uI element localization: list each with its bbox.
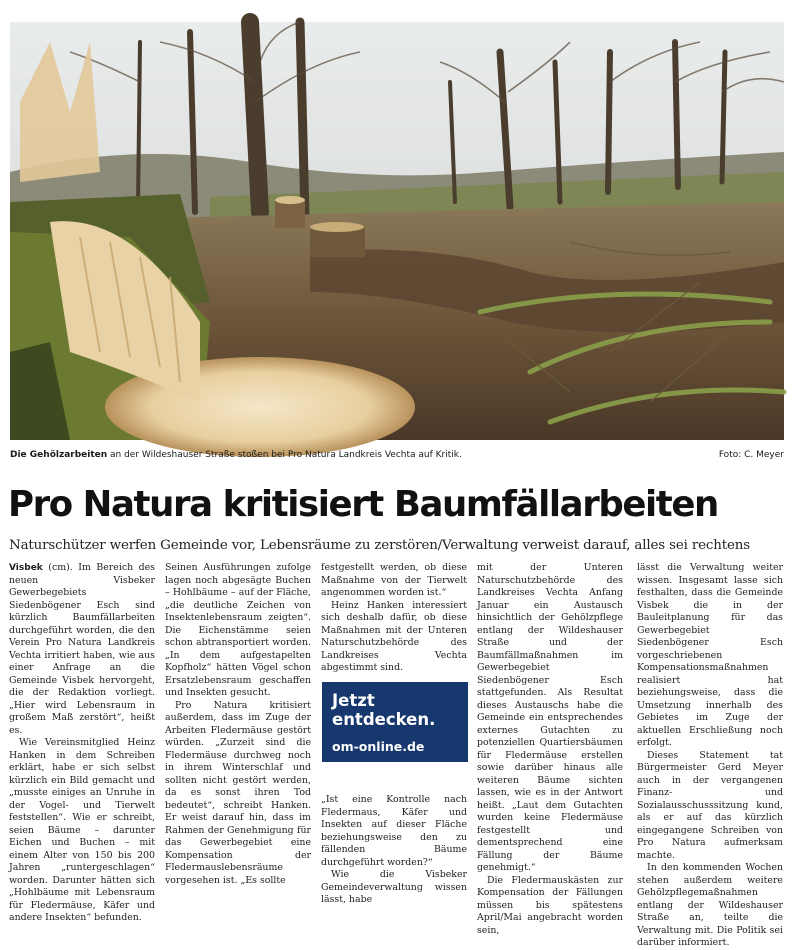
paragraph: Die Fledermauskästen zur Kompensation der Fällungen müssen bis spätestens April/Mai angebracht worden sein,	[477, 874, 623, 936]
ad-title	[332, 691, 458, 729]
headline: Pro Natura kritisiert Baumfällarbeiten	[8, 484, 718, 525]
paragraph: Dieses Statement tat Bürgermeister Gerd Meyer auch in der vergangenen Finanz- und Sozialausschusssitzung kund, als er auf das kürzlich eingegangene Schreiben von Pro Natura aufmerksam machte.	[637, 749, 783, 861]
caption-text	[10, 450, 462, 460]
article-column-2	[165, 562, 311, 887]
promo-ad[interactable]	[322, 682, 468, 762]
paragraph: Wie die Visbeker Gemeindeverwaltung wissen lässt, habe	[321, 869, 467, 905]
article-column-5	[637, 562, 783, 950]
caption-rest: an der Wildeshauser Straße stoßen bei Pro Natura Landkreis Vechta auf Kritik.	[107, 450, 462, 460]
article-column-1	[9, 562, 155, 925]
paragraph: Seinen Ausführungen zufolge lagen noch abgesägte Buchen – Hohlbäume – auf der Fläche, „die deutliche Zeichen von Insektenlebensraum zeigten“. Die Eichenstämme seien schon abtransportiert worden. „In dem aufgestapelten Kopfholz“ hätten Vögel schon Ersatzlebensraum geschaffen und Insekten gesucht.	[165, 562, 311, 698]
ad-title-line-2: entdecken.	[332, 710, 436, 729]
article-column-3-top	[321, 562, 467, 675]
photo-caption	[10, 448, 784, 462]
article-column-4	[477, 562, 623, 937]
paragraph	[9, 562, 155, 737]
paragraph: lässt die Verwaltung weiter wissen. Insgesamt lasse sich festhalten, dass die Gemeinde Visbek die in der Bauleitplanung für das Gewerbegebiet Siedenbögener Esch vorgeschriebenen Kompensationsmaßnahmen realisiert hat beziehungsweise, dass die Umsetzung innerhalb des Gebietes im Zuge der aktuellen Erschließung noch erfolgt.	[637, 562, 783, 748]
dateline: Visbek	[9, 563, 43, 573]
paragraph: festgestellt werden, ob diese Maßnahme von der Tierwelt angenommen worden ist.“	[321, 562, 467, 598]
paragraph: Heinz Hanken interessiert sich deshalb dafür, ob diese Maßnahmen mit der Unteren Naturschutzbehörde des Landkreises Vechta abgestimmt sind.	[321, 599, 467, 673]
photo-felled-trees	[10, 22, 784, 440]
paragraph-text: (cm). Im Bereich des neuen Visbeker Gewerbegebiets Siedenbögener Esch sind kürzlich Baumfällarbeiten durchgeführt worden, die den Verein Pro Natura Landkreis Vechta irritiert haben, wie aus einer Anfrage an die Gemeinde Visbek hervorgeht, die der Redaktion vorliegt. „Hier wird Lebensraum in großem Maß zerstört“, heißt es.	[9, 562, 155, 736]
ad-url[interactable]: om-online.de	[332, 739, 425, 754]
paragraph: In den kommenden Wochen stehen außerdem weitere Gehölzpflegemaßnahmen entlang der Wildeshauser Straße an, teilte die Verwaltung mit. Die Politik sei darüber informiert.	[637, 862, 783, 948]
paragraph: Wie Vereinsmitglied Heinz Hanken in dem Schreiben erklärt, habe er sich selbst kürzlich ein Bild gemacht und „musste einiges an Unruhe in der Vogel- und Tierwelt feststellen“. Wie er schreibt, seien Bäume – darunter Eichen und Buchen – mit einem Alter von 150 bis 200 Jahren „runtergeschlagen“ worden. Darunter hätten sich „Hohlbäume mit Lebensraum für Fledermäuse, Käfer und andere Insekten“ befunden.	[9, 737, 155, 923]
paragraph: „Ist eine Kontrolle nach Fledermaus, Käfer und Insekten auf dieser Fläche beziehungsweise den zu fällenden Bäume durchgeführt worden?“	[321, 794, 467, 868]
article-photo	[10, 22, 784, 440]
paragraph: Pro Natura kritisiert außerdem, dass im Zuge der Arbeiten Fledermäuse gestört würden. „Zurzeit sind die Fledermäuse durchweg noch in ihrem Winterschlaf und sollten nicht gestört werden, da es sonst ihren Tod bedeutet“, schreibt Hanken. Er weist darauf hin, dass im Rahmen der Genehmigung für das Gewerbegebiet eine Kompensation der Fledermauslebensräume vorgesehen ist. „Es sollte	[165, 699, 311, 886]
article-column-3-bottom	[321, 794, 467, 907]
ad-title-line-1: Jetzt	[332, 691, 375, 710]
photo-credit: Foto: C. Meyer	[718, 450, 784, 460]
paragraph: mit der Unteren Naturschutzbehörde des Landkreises Vechta Anfang Januar ein Austausch hinsichtlich der Gehölzpflege entlang der Wildeshauser Straße und der Baumfällmaßnahmen im Gewerbegebiet Siedenbögener Esch stattgefunden. Als Resultat dieses Austauschs habe die Gemeinde ein entsprechendes externes Gutachten zu potenziellen Quartiersbäumen für Fledermäuse erstellen sowie darüber hinaus alle weiteren Bäume sichten lassen, wie es in der Antwort heißt. „Laut dem Gutachten wurden keine Fledermäuse festgestellt und dementsprechend eine Fällung der Bäume genehmigt.“	[477, 562, 623, 873]
subheadline: Naturschützer werfen Gemeinde vor, Lebensräume zu zerstören/Verwaltung verweist darauf, alles sei rechtens	[9, 538, 750, 553]
caption-bold: Die Gehölzarbeiten	[10, 450, 108, 460]
